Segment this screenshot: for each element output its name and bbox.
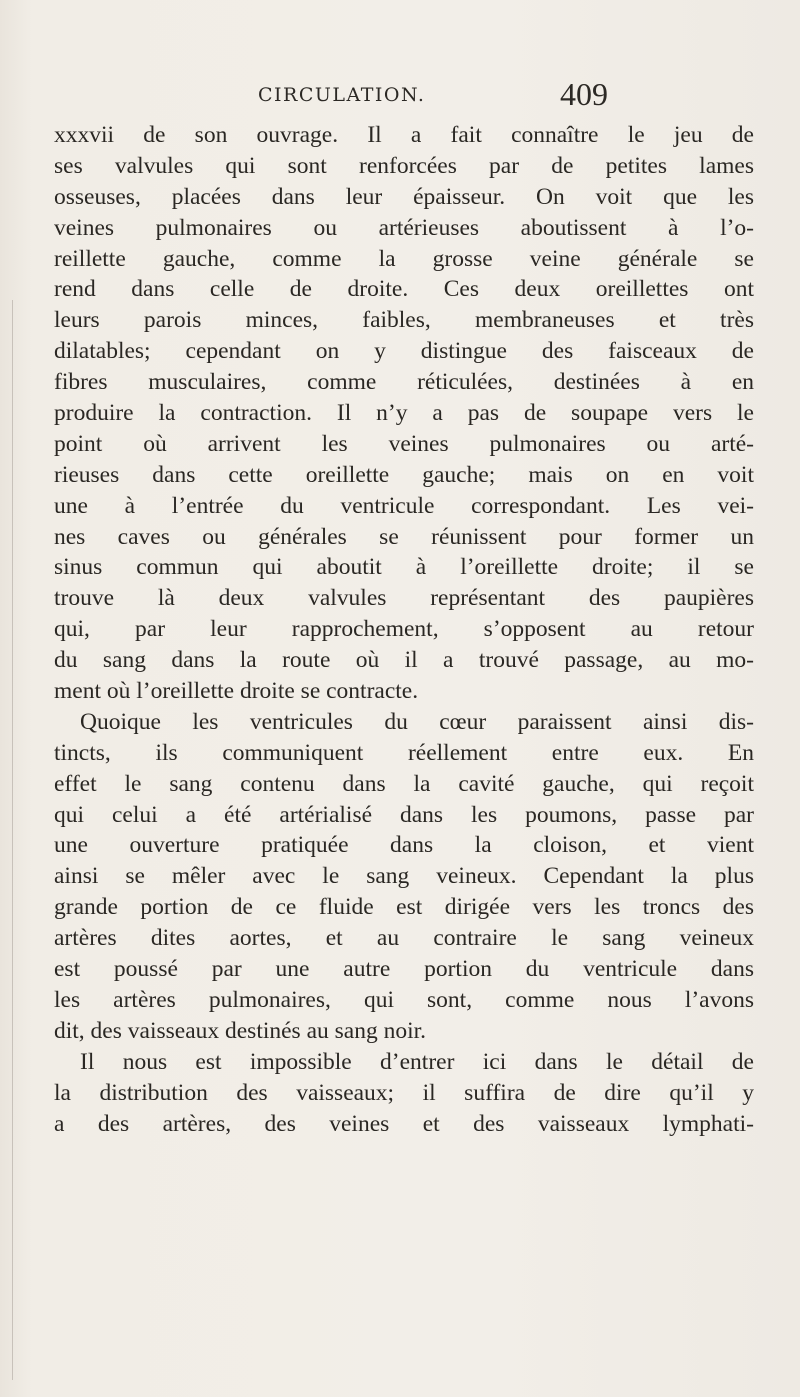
text-line: qui, par leur rapprochement, s’opposent au retour (54, 616, 754, 643)
text-line: point où arrivent les veines pulmonaires ou arté- (54, 430, 754, 457)
running-title: CIRCULATION. (258, 84, 426, 106)
text-line: la distribution des vaisseaux; il suffira de dire qu’il y (54, 1079, 754, 1106)
text-line: qui celui a été artérialisé dans les poumons, passe par (54, 801, 754, 828)
text-line: effet le sang contenu dans la cavité gauche, qui reçoit (54, 770, 754, 797)
text-line: leurs parois minces, faibles, membraneuses et très (54, 307, 754, 334)
text-line: est poussé par une autre portion du ventricule dans (54, 956, 754, 983)
text-line: trouve là deux valvules représentant des paupières (54, 585, 754, 612)
paragraph-first-line: Il nous est impossible d’entrer ici dans le détail de (80, 1048, 754, 1075)
text-line: rend dans celle de droite. Ces deux oreillettes ont (54, 276, 754, 303)
text-line: osseuses, placées dans leur épaisseur. On voit que les (54, 183, 754, 210)
paragraph-first-line: Quoique les ventricules du cœur paraissent ainsi dis- (80, 708, 754, 735)
page-number: 409 (560, 76, 608, 112)
text-line: dilatables; cependant on y distingue des faisceaux de (54, 338, 754, 365)
text-line: ainsi se mêler avec le sang veineux. Cependant la plus (54, 863, 754, 890)
text-line: du sang dans la route où il a trouvé passage, au mo- (54, 647, 754, 674)
text-line: sinus commun qui aboutit à l’oreillette droite; il se (54, 554, 754, 581)
text-line: grande portion de ce fluide est dirigée vers les troncs des (54, 894, 754, 921)
text-line: artères dites aortes, et au contraire le sang veineux (54, 925, 754, 952)
text-line: a des artères, des veines et des vaisseaux lymphati- (54, 1110, 754, 1137)
text-line: ses valvules qui sont renforcées par de petites lames (54, 152, 754, 179)
page-gutter-shadow (12, 300, 13, 1380)
text-line: les artères pulmonaires, qui sont, comme nous l’avons (54, 986, 754, 1013)
text-line: ment où l’oreillette droite se contracte. (54, 678, 419, 705)
text-line: reillette gauche, comme la grosse veine générale se (54, 245, 754, 272)
text-line: xxxvii de son ouvrage. Il a fait connaître le jeu de (54, 122, 754, 148)
text-line: fibres musculaires, comme réticulées, destinées à en (54, 369, 754, 396)
text-line: une ouverture pratiquée dans la cloison, et vient (54, 832, 754, 859)
page-header (258, 76, 658, 116)
text-line: tincts, ils communiquent réellement entre eux. En (54, 739, 754, 766)
text-line: veines pulmonaires ou artérieuses aboutissent à l’o- (54, 214, 754, 241)
text-line: rieuses dans cette oreillette gauche; mais on en voit (54, 461, 754, 488)
text-line: nes caves ou générales se réunissent pour former un (54, 523, 754, 550)
text-line: dit, des vaisseaux destinés au sang noir. (54, 1017, 427, 1044)
text-line: produire la contraction. Il n’y a pas de soupape vers le (54, 400, 754, 427)
body-text (54, 120, 754, 1139)
text-line: une à l’entrée du ventricule correspondant. Les vei- (54, 492, 754, 519)
